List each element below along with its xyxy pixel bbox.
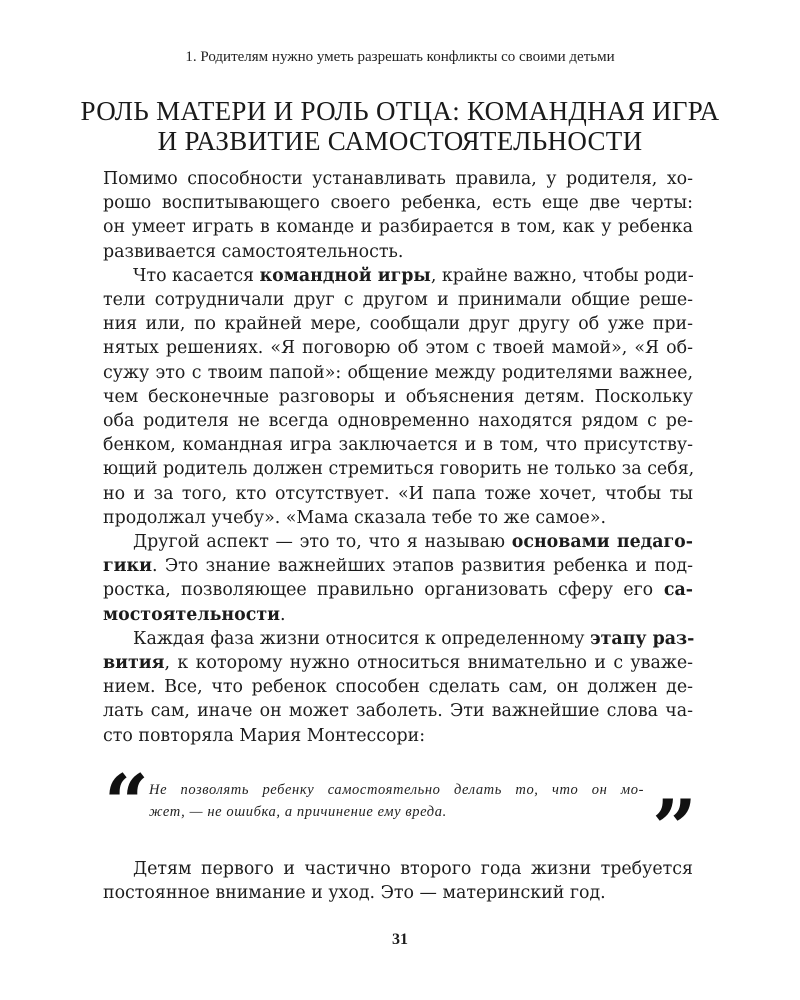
term-teamwork: командной игры xyxy=(259,265,431,286)
text-line xyxy=(103,651,693,675)
text-line: бенком, командная игра заключается и в том, что присутству- xyxy=(103,435,693,456)
text-line xyxy=(103,530,693,554)
text-span: Каждая фаза жизни относится к определенному xyxy=(133,628,591,649)
text-line: нятых решениях. «Я поговорю об этом с твоей мамой», «Я об- xyxy=(103,338,693,359)
text-line: он умеет играть в команде и разбирается в том, как у ребенка xyxy=(103,217,693,238)
text-span: , к которому нужно относиться внимательно и с уваже- xyxy=(164,653,693,674)
term-development-stage-cont: вития xyxy=(103,653,165,674)
text-line: рошо воспитывающего своего ребенка, есть еще две черты: xyxy=(103,193,693,214)
section-title-line-2: И РАЗВИТИЕ САМОСТОЯТЕЛЬНОСТИ xyxy=(157,126,643,156)
text-span: Другой аспект — это то, что я называю xyxy=(133,532,512,553)
quote-line: Не позволять ребенку самостоятельно делать то, что он мо- xyxy=(149,782,644,798)
term-independence-cont: мостоятельности xyxy=(103,604,281,625)
text-span: , крайне важно, чтобы роди- xyxy=(430,265,694,286)
text-span: . Это знание важнейших этапов развития ребенка и под- xyxy=(152,556,693,577)
text-line: но и за того, кто отсутствует. «И папа тоже хочет, чтобы ты xyxy=(103,483,693,504)
running-header: 1. Родителям нужно уметь разрешать конфликты со своими детьми xyxy=(185,49,615,65)
text-line xyxy=(103,264,693,288)
term-development-stage: этапу раз- xyxy=(590,628,695,649)
term-pedagogy-cont: гики xyxy=(103,556,153,577)
text-span: Что касается xyxy=(133,265,260,286)
text-line xyxy=(103,603,693,627)
term-pedagogy: основами педаго- xyxy=(511,532,693,553)
page-number: 31 xyxy=(392,931,408,948)
text-line xyxy=(103,554,693,578)
text-line: продолжал учебу». «Мама сказала тебе то же самое». xyxy=(103,507,606,528)
epigraph-quote xyxy=(149,779,644,823)
text-line: сто повторяла Мария Монтессори: xyxy=(103,725,426,746)
text-line xyxy=(103,627,693,651)
main-text-continued xyxy=(103,857,693,905)
text-line: сужу это с твоим папой»: общение между родителями важнее, xyxy=(103,362,693,383)
text-line: тели сотрудничали друг с другом и принимали общие реше- xyxy=(103,290,693,311)
term-independence: са- xyxy=(653,580,693,601)
section-title xyxy=(0,96,800,156)
text-line: постоянное внимание и уход. Это — материнский год. xyxy=(103,883,606,904)
text-span: ростка, позволяющее правильно организовать сферу его xyxy=(103,580,654,601)
text-span: . xyxy=(280,604,286,625)
text-line: развивается самостоятельность. xyxy=(103,241,404,262)
text-line: ющий родитель должен стремиться говорить не только за себя, xyxy=(103,459,695,480)
open-quote-mark: “ xyxy=(104,758,149,849)
section-title-line-1: РОЛЬ МАТЕРИ И РОЛЬ ОТЦА: КОМАНДНАЯ ИГРА xyxy=(80,96,720,126)
text-line: Детям первого и частично второго года жизни требуется xyxy=(133,859,693,879)
quote-line: жет, — не ошибка, а причинение ему вреда. xyxy=(149,804,447,820)
close-quote-mark: ” xyxy=(652,783,697,874)
text-line xyxy=(103,578,693,602)
text-line: нием. Все, что ребенок способен сделать сам, он должен де- xyxy=(103,677,693,698)
text-line: чем бесконечные разговоры и объяснения детям. Поскольку xyxy=(103,386,693,407)
text-line: ния или, по крайней мере, сообщали друг другу об уже при- xyxy=(103,314,693,335)
text-line: оба родителя не всегда одновременно находятся рядом с ре- xyxy=(103,411,693,432)
main-text xyxy=(103,167,693,748)
text-line: Помимо способности устанавливать правила, у родителя, хо- xyxy=(103,169,693,189)
text-line: лать сам, иначе он может заболеть. Эти важнейшие слова ча- xyxy=(103,701,693,722)
